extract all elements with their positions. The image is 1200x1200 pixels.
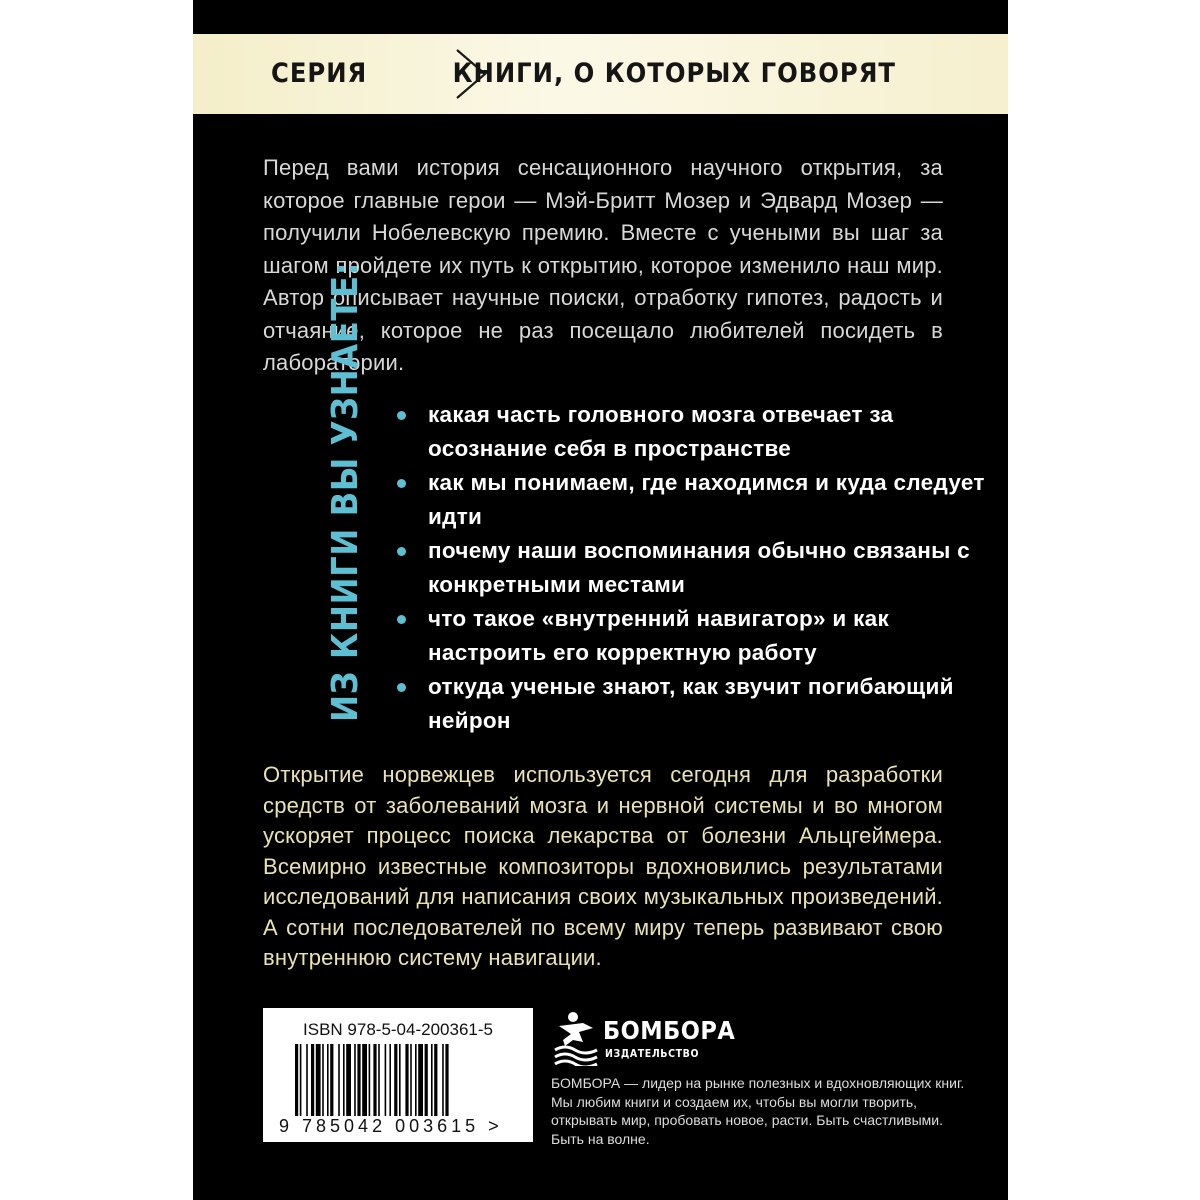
barcode-bar [311, 1044, 314, 1116]
barcode-bar [338, 1044, 340, 1116]
barcode-bar [445, 1044, 448, 1116]
list-item [393, 670, 993, 737]
barcode-bar [410, 1044, 412, 1116]
barcode-bar [418, 1044, 423, 1116]
book-back-cover [193, 0, 1008, 1200]
list-item-text: что такое «внутренний навигатор» и как настроить его корректную работу [428, 606, 890, 665]
intro-paragraph: Перед вами история сенсационного научного открытия, за которое главные герои — Мэй-Бритт Мозер и Эдвард Мозер — получили Нобелевскую премию. Вместе с учеными вы шаг за шагом пройдете их путь к открытию, которое изменило наш мир. Автор описывает научные поиски, отработку гипотез, радость и отчаяние, которое не раз посещало любителей посидеть в лаборатории. [263, 155, 943, 375]
barcode-bar [322, 1044, 324, 1116]
bombora-surfer-logo-icon [553, 1010, 599, 1066]
barcode-bar [415, 1044, 417, 1116]
barcode-bar [369, 1044, 371, 1116]
series-name: КНИГИ, О КОТОРЫХ ГОВОРЯТ [452, 58, 896, 89]
series-banner [193, 34, 1008, 114]
barcode-bar [431, 1044, 433, 1116]
barcode-bar [394, 1044, 397, 1116]
barcode-bar [327, 1044, 329, 1116]
barcode-bar [434, 1044, 437, 1116]
list-item [393, 534, 993, 601]
barcode-bar [357, 1044, 360, 1116]
barcode-bar [389, 1044, 391, 1116]
bullet-dot-icon [397, 411, 406, 420]
isbn-label: ISBN 978-5-04-200361-5 [303, 1020, 493, 1039]
publisher-logo [553, 1010, 753, 1066]
bullet-dot-icon [397, 683, 406, 692]
barcode-bar [330, 1044, 333, 1116]
barcode-icon [295, 1044, 495, 1116]
barcode-bar [346, 1044, 351, 1116]
barcode-bar [316, 1044, 321, 1116]
barcode-bar [373, 1044, 376, 1116]
outro-paragraph: Открытие норвежцев используется сегодня для разработки средств от заболеваний мозга и нервной системы и во многом ускоряет процесс поиска лекарства от болезни Альцгеймера. Всемирно известные композиторы вдохновились результатами исследований для написания своих музыкальных произведений. А сотни последователей по всему миру теперь развивают свою внутреннюю систему навигации. [263, 762, 943, 970]
list-item-text: какая часть головного мозга отвечает за осознание себя в пространстве [428, 402, 894, 461]
list-item [393, 398, 993, 465]
publisher-subtitle: ИЗДАТЕЛЬСТВО [605, 1048, 700, 1060]
barcode-bar [295, 1044, 298, 1116]
isbn-digits: 9 785042 003615 > [279, 1116, 503, 1136]
learn-list [393, 398, 993, 738]
barcode-bar [354, 1044, 356, 1116]
barcode-bar [343, 1044, 345, 1116]
barcode-bar [378, 1044, 380, 1116]
barcode-bar [405, 1044, 408, 1116]
barcode-bar [442, 1044, 444, 1116]
bullet-dot-icon [397, 547, 406, 556]
barcode-bar [399, 1044, 401, 1116]
barcode-bar [385, 1044, 387, 1116]
list-item-text: почему наши воспоминания обычно связаны с конкретными местами [428, 538, 970, 597]
barcode-bar [425, 1044, 428, 1116]
list-item [393, 602, 993, 669]
series-label: СЕРИЯ [271, 58, 368, 89]
barcode-bar [306, 1044, 308, 1116]
list-item-text: откуда ученые знают, как звучит погибающий нейрон [428, 674, 954, 733]
list-item [393, 466, 993, 533]
publisher-description: БОМБОРА — лидер на рынке полезных и вдохновляющих книг. Мы любим книги и создаем их, чтобы вы могли творить, открывать мир, пробовать новое, расти. Быть счастливыми. Быть на волне. [551, 1075, 965, 1147]
learn-heading: ИЗ КНИГИ ВЫ УЗНАЕТЕ: [325, 261, 366, 722]
publisher-brand: БОМБОРА [603, 1016, 736, 1045]
barcode-bar [362, 1044, 367, 1116]
barcode-bar [300, 1044, 302, 1116]
list-item-text: как мы понимаем, где находимся и куда следует идти [428, 470, 985, 529]
bullet-dot-icon [397, 479, 406, 488]
bullet-dot-icon [397, 615, 406, 624]
isbn-barcode-panel [263, 1008, 533, 1142]
